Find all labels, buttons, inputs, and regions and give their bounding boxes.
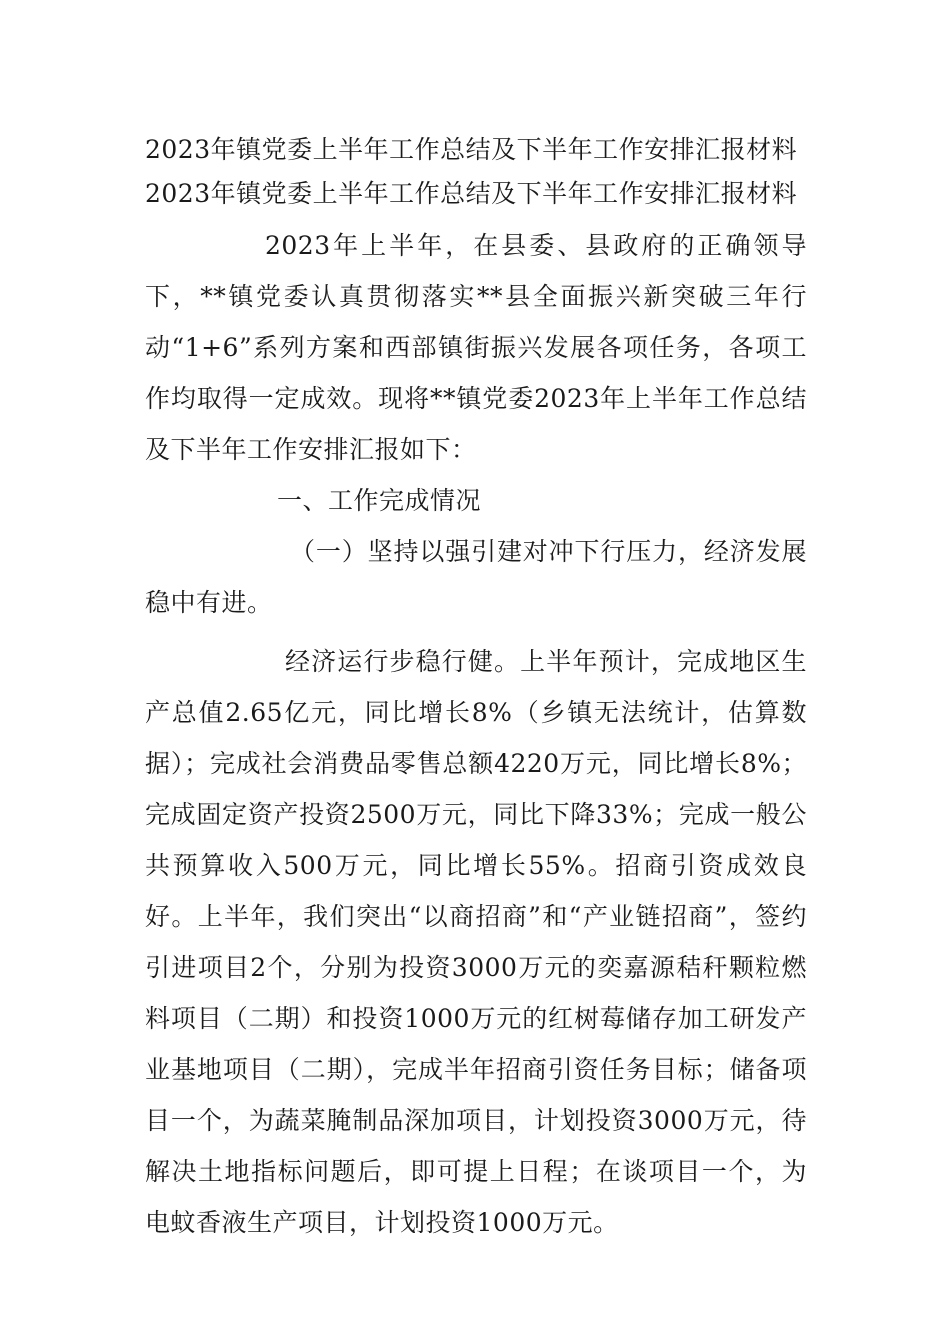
subsection-heading: （一）坚持以强引建对冲下行压力，经济发展稳中有进。 bbox=[145, 537, 807, 617]
document-title: 2023年镇党委上半年工作总结及下半年工作安排汇报材料 bbox=[145, 135, 798, 164]
body-paragraph: 经济运行步稳行健。上半年预计，完成地区生产总值2.65亿元，同比增长8%（乡镇无法统计，估算数据）；完成社会消费品零售总额4220万元，同比增长8%；完成固定资产投资2500万元，同比下降33%；完成一般公共预算收入500万元，同比增长55%。招商引资成效良好。上半年，我们突出“以商招商”和“产业链招商”，签约引进项目2个，分别为投资3000万元的奕嘉源秸秆颗粒燃料项目（二期）和投资1000万元的红树莓储存加工研发产业基地项目（二期），完成半年招商引资任务目标；储备项目一个，为蔬菜腌制品深加项目，计划投资3000万元，待解决土地指标问题后，即可提上日程；在谈项目一个，为电蚊香液生产项目，计划投资1000万元。 bbox=[145, 647, 807, 1237]
intro-paragraph: 2023年上半年，在县委、县政府的正确领导下，**镇党委认真贯彻落实**县全面振兴新突破三年行动“1+6”系列方案和西部镇街振兴发展各项任务，各项工作均取得一定成效。现将**镇党委2023年上半年工作总结及下半年工作安排汇报如下： bbox=[145, 231, 807, 464]
document-title-repeat: 2023年镇党委上半年工作总结及下半年工作安排汇报材料 bbox=[145, 179, 798, 208]
section-heading: 一、工作完成情况 bbox=[277, 486, 482, 515]
document-body bbox=[145, 128, 807, 1248]
